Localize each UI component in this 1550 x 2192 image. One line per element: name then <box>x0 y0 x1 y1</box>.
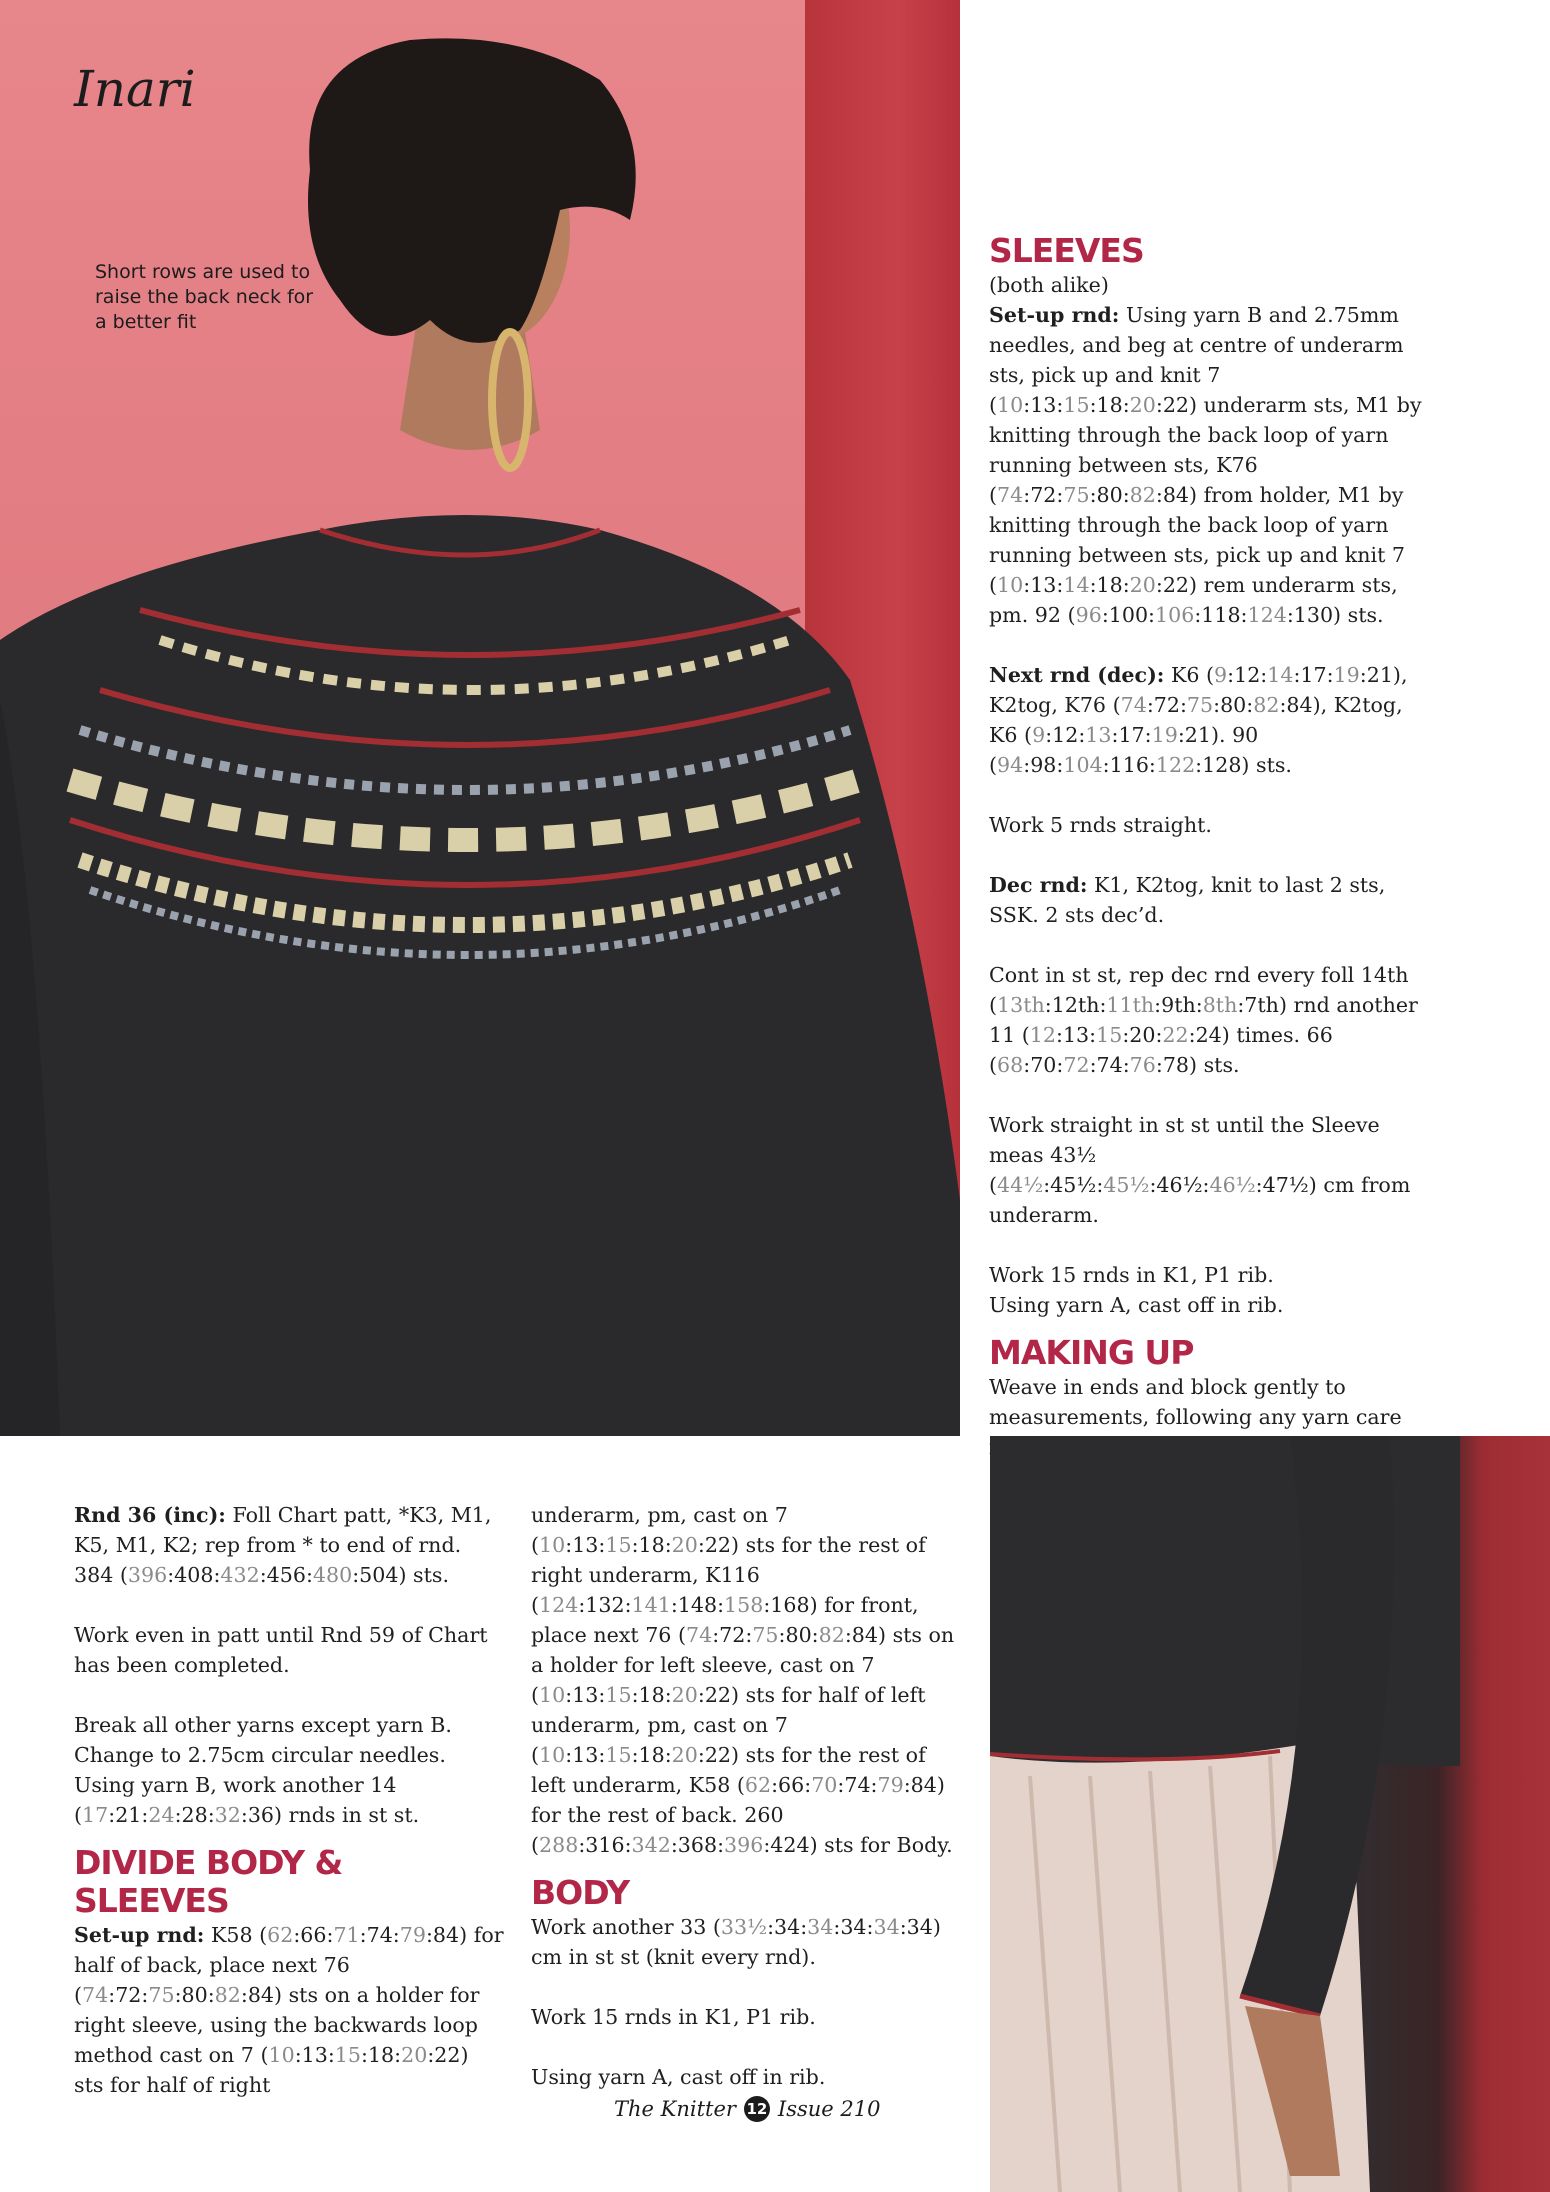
text-run: :80: <box>1089 483 1130 507</box>
divide-setup-label: Set-up rnd: <box>74 1923 205 1947</box>
size-value-alt: 15 <box>605 1743 632 1767</box>
size-value-alt: 14 <box>1063 573 1090 597</box>
text-run: underarm, pm, cast on 7 ( <box>531 1503 788 1557</box>
size-value-alt: 79 <box>399 1923 426 1947</box>
size-value-alt: 75 <box>752 1623 779 1647</box>
sleeves-next-rnd <box>989 660 1429 780</box>
text-run: :13: <box>565 1743 606 1767</box>
size-value-alt: 104 <box>1063 753 1103 777</box>
text-run: :132: <box>578 1593 632 1617</box>
size-value-alt: 13 <box>1085 723 1112 747</box>
size-value-alt: 8th <box>1202 993 1238 1017</box>
text-run: :84) for half of back, place next 76 ( <box>74 1923 504 2007</box>
size-value-alt: 14 <box>1267 663 1294 687</box>
size-value-alt: 44½ <box>997 1173 1044 1197</box>
sleeves-heading: SLEEVES <box>989 231 1144 270</box>
size-value-alt: 11th <box>1106 993 1155 1017</box>
text-run: :34: <box>833 1915 874 1939</box>
text-run: :34: <box>767 1915 808 1939</box>
sleeves-dec-text: K1, K2tog, knit to last 2 sts, SSK. 2 sts dec’d. <box>989 873 1386 927</box>
text-run: :72: <box>712 1623 753 1647</box>
text-run: :45½: <box>1043 1173 1104 1197</box>
break-yarns-paragraph <box>74 1710 504 1830</box>
page-folio <box>614 2096 880 2122</box>
sleeve-detail-figure <box>990 1436 1550 2192</box>
size-value-alt: 288 <box>539 1833 579 1857</box>
size-value-alt: 19 <box>1333 663 1360 687</box>
size-value-alt: 480 <box>312 1563 353 1587</box>
text-run: :100: <box>1101 603 1155 627</box>
body-heading: BODY <box>531 1873 630 1912</box>
text-run: :78) sts. <box>1155 1053 1240 1077</box>
size-value-alt: 75 <box>1063 483 1090 507</box>
text-run: :13: <box>1056 1023 1097 1047</box>
size-value-alt: 24 <box>148 1803 175 1827</box>
main-photo <box>0 0 960 1436</box>
pattern-title: Inari <box>74 60 196 118</box>
text-run: :504) sts. <box>352 1563 449 1587</box>
magazine-name: The Knitter <box>614 2097 736 2121</box>
size-value-alt: 20 <box>401 2043 428 2067</box>
text-run: :18: <box>1089 393 1130 417</box>
size-value-alt: 15 <box>605 1683 632 1707</box>
size-value-alt: 124 <box>1247 603 1287 627</box>
size-value-alt: 10 <box>539 1533 566 1557</box>
body-rib: Work 15 rnds in K1, P1 rib. <box>531 2005 816 2029</box>
size-value-alt: 76 <box>1129 1053 1156 1077</box>
size-value-alt: 82 <box>214 1983 241 2007</box>
text-run: :22) sts for half of left underarm, pm, cast on 7 ( <box>531 1683 926 1767</box>
size-value-alt: 158 <box>724 1593 764 1617</box>
text-run: :22) sts for the rest of right underarm, K116 ( <box>531 1533 926 1617</box>
size-value-alt: 15 <box>1063 393 1090 417</box>
size-value-alt: 72 <box>1063 1053 1090 1077</box>
text-run: Work another 33 ( <box>531 1915 721 1939</box>
size-value-alt: 75 <box>1186 693 1214 717</box>
text-run: :84) for the rest of back. 260 ( <box>531 1773 945 1857</box>
text-run: :66: <box>771 1773 812 1797</box>
size-value-alt: 82 <box>818 1623 845 1647</box>
text-run: :12th: <box>1044 993 1107 1017</box>
size-value-alt: 74 <box>997 483 1024 507</box>
size-value-alt: 32 <box>214 1803 241 1827</box>
size-value-alt: 10 <box>539 1683 566 1707</box>
sleeves-dec-label: Dec rnd: <box>989 873 1088 897</box>
sleeves-dec-rnd <box>989 870 1429 930</box>
text-run: :424) sts for Body. <box>763 1833 953 1857</box>
making-up-heading: MAKING UP <box>989 1333 1194 1372</box>
text-run: :80: <box>174 1983 215 2007</box>
text-run: :18: <box>1089 573 1130 597</box>
size-value-alt: 22 <box>1162 1023 1189 1047</box>
size-value-alt: 15 <box>334 2043 362 2067</box>
size-value-alt: 20 <box>671 1683 698 1707</box>
lower-column-right <box>531 1500 961 2122</box>
size-value-alt: 20 <box>671 1533 698 1557</box>
text-run: :18: <box>631 1533 672 1557</box>
text-run: :24) times. 66 ( <box>989 1023 1333 1077</box>
text-run: :74: <box>837 1773 878 1797</box>
rnd36-label: Rnd 36 (inc): <box>74 1503 226 1527</box>
size-value-alt: 13th <box>997 993 1045 1017</box>
size-value-alt: 15 <box>1096 1023 1123 1047</box>
sleeves-work5: Work 5 rnds straight. <box>989 813 1212 837</box>
text-run: :22) sts for the rest of left underarm, K58 ( <box>531 1743 926 1797</box>
size-value-alt: 34 <box>807 1915 834 1939</box>
text-run: :21: <box>108 1803 149 1827</box>
divide-continued <box>531 1500 961 1860</box>
text-run: :12: <box>1045 723 1086 747</box>
text-run: :66: <box>293 1923 334 1947</box>
text-run: Break all other yarns except yarn B. Change to 2.75cm circular needles. Using yarn B, work another 14 ( <box>74 1713 452 1827</box>
size-value-alt: 15 <box>605 1533 632 1557</box>
size-value-alt: 124 <box>539 1593 579 1617</box>
text-run: :84) from holder, M1 by knitting through the back loop of yarn running between sts, pick up and knit 7 ( <box>989 483 1406 597</box>
text-run: :22) underarm sts, M1 by knitting through the back loop of yarn running between sts, K76 ( <box>989 393 1422 507</box>
text-run: :118: <box>1194 603 1248 627</box>
text-run: :368: <box>670 1833 725 1857</box>
text-run: Work straight in st st until the Sleeve meas 43½ ( <box>989 1113 1380 1197</box>
size-value-alt: 10 <box>997 393 1024 417</box>
size-value-alt: 19 <box>1151 723 1178 747</box>
size-value-alt: 20 <box>1129 393 1156 417</box>
text-run: :9th: <box>1154 993 1203 1017</box>
text-run: :22) sts for half of right <box>74 2043 469 2097</box>
size-value-alt: 70 <box>811 1773 838 1797</box>
size-value-alt: 74 <box>1120 693 1147 717</box>
text-run: :80: <box>1213 693 1254 717</box>
size-value-alt: 46½ <box>1209 1173 1256 1197</box>
sleeves-setup <box>989 300 1429 630</box>
text-run: :18: <box>631 1743 672 1767</box>
text-run: :74: <box>359 1923 400 1947</box>
size-value-alt: 34 <box>873 1915 900 1939</box>
text-run: :18: <box>361 2043 402 2067</box>
sleeves-subtitle: (both alike) <box>989 273 1109 297</box>
right-column <box>989 232 1429 1462</box>
size-value-alt: 20 <box>1129 573 1156 597</box>
size-value-alt: 17 <box>82 1803 109 1827</box>
text-run: :47½) cm from underarm. <box>989 1173 1411 1227</box>
size-value-alt: 62 <box>267 1923 294 1947</box>
text-run: Cont in st st, rep dec rnd every foll 14th ( <box>989 963 1409 1017</box>
size-value-alt: 12 <box>1029 1023 1057 1047</box>
text-run: :456: <box>259 1563 313 1587</box>
text-run: :80: <box>778 1623 819 1647</box>
divide-setup <box>74 1920 504 2100</box>
text-run: :84), K2tog, K6 ( <box>989 693 1403 747</box>
size-value-alt: 9 <box>1214 663 1228 687</box>
size-value-alt: 82 <box>1253 693 1280 717</box>
text-run: :12: <box>1227 663 1268 687</box>
lower-column-left <box>74 1500 504 2100</box>
divide-setup-text <box>74 1923 504 2097</box>
size-value-alt: 141 <box>631 1593 671 1617</box>
text-run: :72: <box>1023 483 1064 507</box>
text-run: :84) sts on a holder for left sleeve, cast on 7 ( <box>531 1623 955 1707</box>
size-value-alt: 62 <box>744 1773 772 1797</box>
text-run: :13: <box>1023 573 1064 597</box>
divide-heading: DIVIDE BODY & SLEEVES <box>74 1843 343 1920</box>
text-run: :128) sts. <box>1195 753 1292 777</box>
sleeves-setup-label: Set-up rnd: <box>989 303 1120 327</box>
size-value-alt: 10 <box>997 573 1024 597</box>
photo-caption: Short rows are used to raise the back neck for a better fit <box>95 261 314 333</box>
size-value-alt: 122 <box>1155 753 1196 777</box>
text-run: :72: <box>1146 693 1187 717</box>
text-run: :168) for front, place next 76 ( <box>531 1593 919 1647</box>
text-run: :28: <box>174 1803 215 1827</box>
size-value-alt: 10 <box>539 1743 566 1767</box>
text-run: :22) rem underarm sts, pm. 92 ( <box>989 573 1398 627</box>
size-value-alt: 432 <box>220 1563 260 1587</box>
text-run: :13: <box>565 1533 606 1557</box>
text-run: :17: <box>1293 663 1334 687</box>
size-value-alt: 94 <box>997 753 1024 777</box>
making-up-body: Weave in ends and block gently to measurements, following any yarn care <box>989 1375 1402 1429</box>
size-value-alt: 68 <box>997 1053 1024 1077</box>
text-run: :72: <box>108 1983 149 2007</box>
size-value-alt: 96 <box>1075 603 1102 627</box>
text-run: :316: <box>578 1833 632 1857</box>
text-run: :98: <box>1023 753 1064 777</box>
size-value-alt: 75 <box>148 1983 175 2007</box>
size-value-alt: 33½ <box>720 1915 768 1939</box>
size-value-alt: 74 <box>686 1623 713 1647</box>
text-run: :18: <box>631 1683 672 1707</box>
text-run: Foll Chart patt, *K3, M1, K5, M1, K2; rep from * to end of rnd. 384 ( <box>74 1503 492 1587</box>
text-run: :70: <box>1023 1053 1064 1077</box>
text-run: :46½: <box>1149 1173 1210 1197</box>
rnd36-paragraph <box>74 1500 504 1590</box>
text-run: :34) cm in st st (knit every rnd). <box>531 1915 941 1969</box>
text-run: :74: <box>1089 1053 1130 1077</box>
model-back-figure <box>0 0 960 1436</box>
text-run: :148: <box>670 1593 725 1617</box>
text-run: K58 ( <box>204 1923 268 1947</box>
text-run: :17: <box>1111 723 1152 747</box>
sleeves-rib: Work 15 rnds in K1, P1 rib. <box>989 1263 1274 1287</box>
sleeves-setup-text <box>989 303 1422 627</box>
text-run: :13: <box>565 1683 606 1707</box>
sleeves-cont <box>989 960 1429 1080</box>
text-run: :13: <box>1023 393 1064 417</box>
size-value-alt: 396 <box>127 1563 168 1587</box>
size-value-alt: 45½ <box>1103 1173 1150 1197</box>
text-run: :21), K2tog, K76 ( <box>989 663 1408 717</box>
size-value-alt: 71 <box>333 1923 360 1947</box>
page-number: 12 <box>744 2096 770 2122</box>
sleeve-detail-photo <box>990 1436 1550 2192</box>
size-value-alt: 396 <box>724 1833 764 1857</box>
size-value-alt: 82 <box>1129 483 1156 507</box>
size-value-alt: 9 <box>1032 723 1046 747</box>
text-run: :84) sts on a holder for right sleeve, using the backwards loop method cast on 7 ( <box>74 1983 480 2067</box>
text-run: Using yarn B and 2.75mm needles, and beg at centre of underarm sts, pick up and knit 7 ( <box>989 303 1404 417</box>
size-value-alt: 79 <box>877 1773 904 1797</box>
size-value-alt: 342 <box>631 1833 671 1857</box>
body-length <box>531 1912 961 1972</box>
text-run: :408: <box>167 1563 221 1587</box>
sleeves-straight <box>989 1110 1429 1230</box>
text-run: :130) sts. <box>1286 603 1384 627</box>
size-value-alt: 10 <box>268 2043 295 2067</box>
text-run: K6 ( <box>1164 663 1215 687</box>
text-run: :21). 90 ( <box>989 723 1259 777</box>
text-run: :7th) rnd another 11 ( <box>989 993 1418 1047</box>
body-castoff: Using yarn A, cast off in rib. <box>531 2065 826 2089</box>
sleeves-next-label: Next rnd (dec): <box>989 663 1165 687</box>
text-run: :20: <box>1122 1023 1163 1047</box>
size-value-alt: 20 <box>671 1743 698 1767</box>
issue-number: Issue 210 <box>777 2097 881 2121</box>
size-value-alt: 106 <box>1155 603 1195 627</box>
work-even-paragraph: Work even in patt until Rnd 59 of Chart has been completed. <box>74 1623 488 1677</box>
size-value-alt: 74 <box>82 1983 109 2007</box>
text-run: :116: <box>1102 753 1156 777</box>
text-run: :36) rnds in st st. <box>240 1803 420 1827</box>
sleeves-castoff: Using yarn A, cast off in rib. <box>989 1293 1284 1317</box>
text-run: :13: <box>294 2043 335 2067</box>
